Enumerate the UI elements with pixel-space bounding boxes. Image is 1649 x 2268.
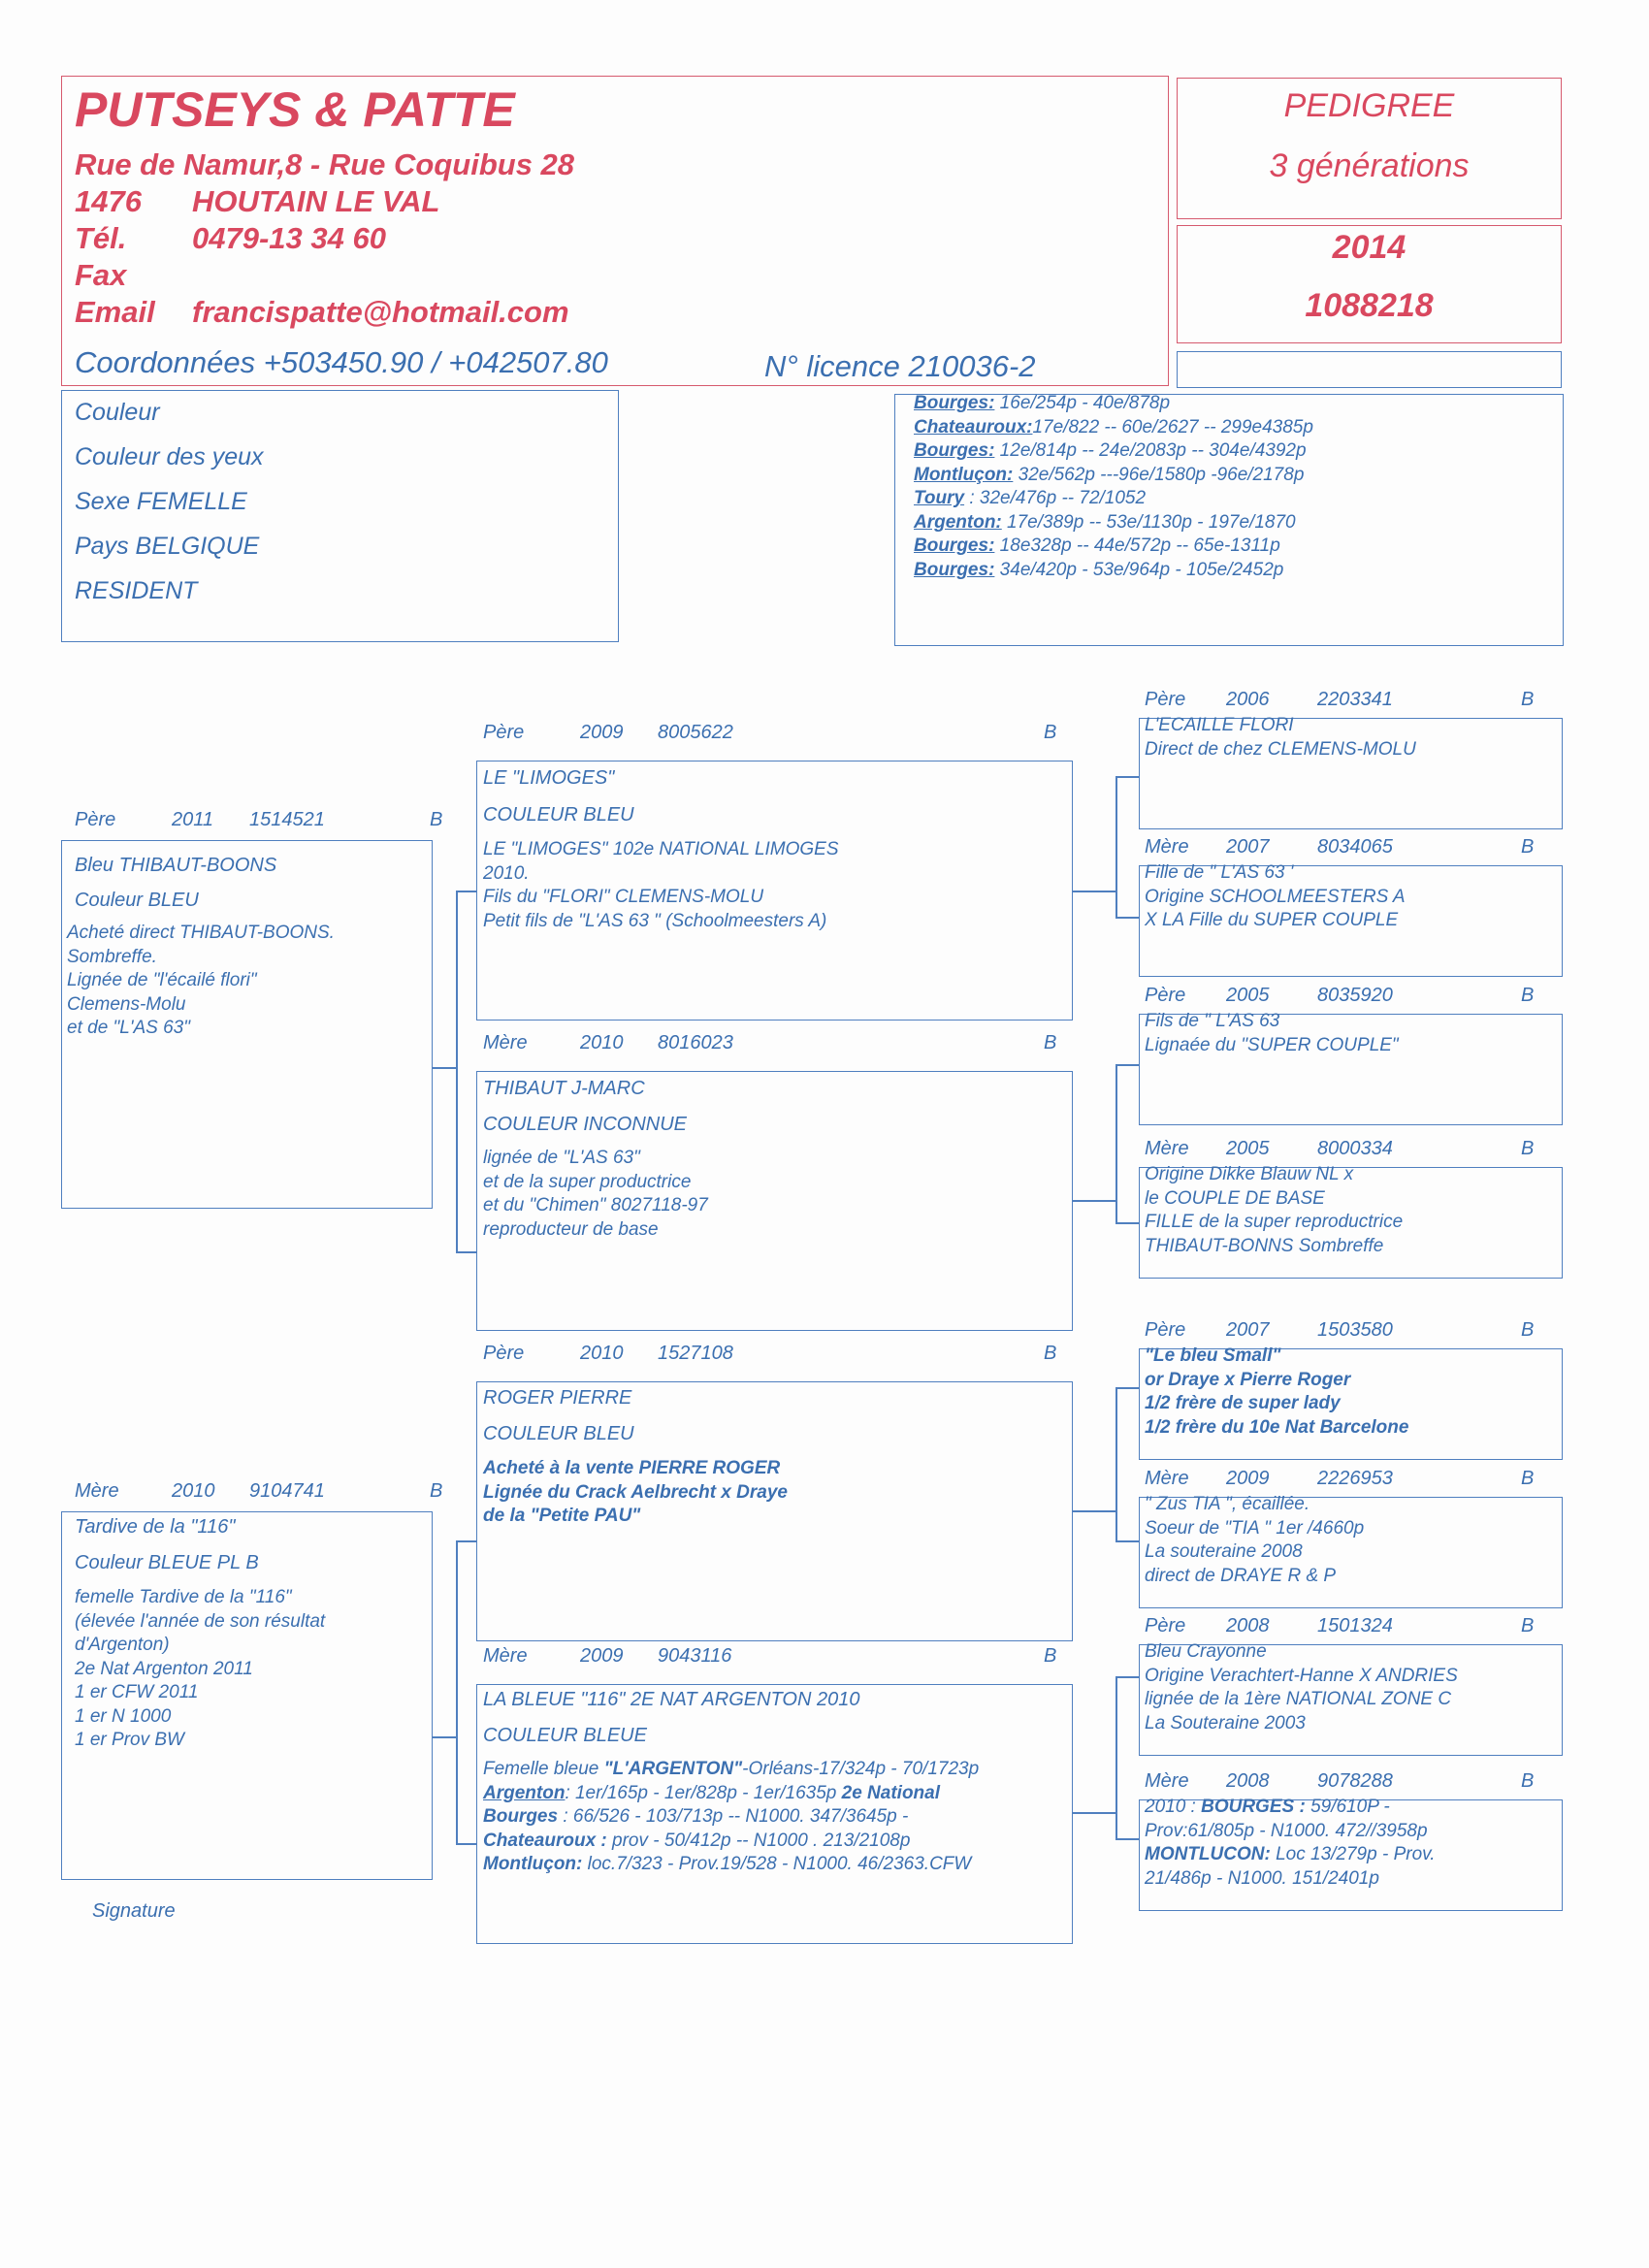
- connector-line: [1073, 1812, 1116, 1814]
- gen3-header: [1145, 1319, 1568, 1342]
- gen1-mother-name: Tardive de la "116": [75, 1516, 236, 1538]
- desc-line: et du "Chimen" 8027118-97: [483, 1195, 708, 1215]
- connector-line: [456, 1843, 476, 1845]
- desc-line: [483, 1758, 979, 1782]
- gen3-header: [1145, 985, 1568, 1007]
- ancestor-role: Mère: [1145, 1138, 1189, 1159]
- desc-line: d'Argenton): [75, 1635, 170, 1655]
- results-list: [914, 392, 1313, 582]
- parent-role: Mère: [75, 1480, 119, 1502]
- parent-year: 2010: [580, 1032, 624, 1053]
- desc-line: Clemens-Molu: [67, 993, 186, 1015]
- result-values: 32e/562p ---96e/1580p -96e/2178p: [1013, 464, 1305, 485]
- ancestor-year: 2005: [1226, 985, 1270, 1006]
- gen1-mother-header: [75, 1480, 446, 1503]
- ancestor-ring: 2226953: [1317, 1468, 1393, 1489]
- result-place: Bourges:: [914, 535, 995, 556]
- info-colour: Couleur: [75, 399, 160, 426]
- ancestor-year: 2007: [1226, 1319, 1270, 1341]
- connector-line: [433, 1736, 456, 1738]
- gen3-header: [1145, 1615, 1568, 1637]
- desc-line: Fils du "FLORI" CLEMENS-MOLU: [483, 887, 764, 907]
- desc-line: (élevée l'année de son résultat: [75, 1610, 326, 1632]
- desc-line: et de "L'AS 63": [67, 1018, 190, 1038]
- desc-line: direct de DRAYE R & P: [1145, 1565, 1337, 1586]
- text-run-bold: "L'ARGENTON": [603, 1759, 743, 1779]
- breeder-address: Rue de Namur,8 - Rue Coquibus 28: [75, 147, 575, 181]
- desc-line: [1145, 1867, 1436, 1892]
- ancestor-ring: 8000334: [1317, 1138, 1393, 1159]
- parent-b: B: [1044, 1032, 1057, 1053]
- desc-line: Fils de " L'AS 63: [1145, 1011, 1280, 1031]
- desc-line: [483, 1782, 979, 1806]
- ancestor-role: Mère: [1145, 1468, 1189, 1489]
- text-run: prov - 50/412p -- N1000 . 213/2108p: [606, 1830, 911, 1851]
- gen2-mf-name: ROGER PIERRE: [483, 1387, 632, 1409]
- parent-year: 2010: [172, 1480, 215, 1502]
- connector-line: [1073, 891, 1116, 892]
- desc-line: FILLE de la super reproductrice: [1145, 1212, 1404, 1232]
- result-place: Toury: [914, 488, 965, 508]
- parent-ring: 1514521: [249, 809, 325, 830]
- parent-year: 2009: [580, 1645, 624, 1667]
- connector-line: [1116, 1540, 1139, 1542]
- ancestor-b: B: [1521, 1319, 1535, 1341]
- desc-line: Direct de chez CLEMENS-MOLU: [1145, 738, 1416, 760]
- text-run: 21/486p - N1000. 151/2401p: [1145, 1867, 1379, 1889]
- text-run-bold: BOURGES :: [1201, 1797, 1306, 1817]
- connector-line: [1116, 1676, 1139, 1678]
- gen1-father-colour: Couleur BLEU: [75, 890, 199, 911]
- text-run: Femelle bleue: [483, 1759, 604, 1779]
- signature-label: Signature: [92, 1900, 176, 1922]
- connector-line: [1073, 1200, 1116, 1202]
- text-run: 59/610P -: [1305, 1797, 1390, 1817]
- desc-line: La Souteraine 2003: [1145, 1712, 1306, 1733]
- result-row: [914, 487, 1313, 511]
- connector-line: [1116, 1064, 1117, 1222]
- gen1-father-name: Bleu THIBAUT-BOONS: [75, 855, 277, 876]
- result-place: Argenton:: [914, 511, 1002, 533]
- ancestor-role: Père: [1145, 1319, 1186, 1341]
- gen3-header: [1145, 1138, 1568, 1160]
- parent-b: B: [430, 1480, 443, 1502]
- ancestor-ring: 9078288: [1317, 1770, 1393, 1792]
- ancestor-year: 2006: [1226, 689, 1270, 710]
- ancestor-year: 2008: [1226, 1615, 1270, 1636]
- desc-line: 1 er N 1000: [75, 1705, 172, 1727]
- connector-line: [456, 1540, 476, 1542]
- result-place: Chateauroux:: [914, 416, 1033, 437]
- text-run-bold: Montluçon:: [483, 1854, 583, 1874]
- text-run: : 1er/165p - 1er/828p - 1er/1635p: [565, 1782, 842, 1803]
- result-values: 16e/254p - 40e/878p: [994, 393, 1171, 413]
- ancestor-year: 2009: [1226, 1468, 1270, 1489]
- ancestor-year: 2007: [1226, 836, 1270, 858]
- gen1-father-desc: [67, 922, 335, 1041]
- bird-year: 2014: [1332, 229, 1406, 266]
- info-country: Pays BELGIQUE: [75, 533, 260, 560]
- text-run: Loc 13/279p - Prov.: [1270, 1844, 1436, 1864]
- parent-b: B: [1044, 722, 1057, 743]
- desc-line: [1145, 1796, 1436, 1820]
- ancestor-year: 2005: [1226, 1138, 1270, 1159]
- gen3-header: [1145, 1770, 1568, 1793]
- desc-line: de la "Petite PAU": [483, 1506, 641, 1526]
- desc-line: 2010.: [483, 862, 530, 884]
- gen2-ff-name: LE "LIMOGES": [483, 767, 615, 789]
- desc-line: 2e Nat Argenton 2011: [75, 1658, 253, 1679]
- desc-line: Lignée du Crack Aelbrecht x Draye: [483, 1481, 788, 1503]
- parent-ring: 9104741: [249, 1480, 325, 1502]
- gen2-mm-header: [483, 1645, 1065, 1668]
- desc-line: "Le bleu Small": [1145, 1345, 1281, 1366]
- result-row: [914, 392, 1313, 416]
- result-row: [914, 559, 1313, 583]
- desc-line: Fille de " L'AS 63 ': [1145, 862, 1294, 883]
- email-label: Email: [75, 295, 155, 329]
- connector-line: [1116, 1387, 1117, 1540]
- result-row: [914, 416, 1313, 440]
- desc-line: Petit fils de "L'AS 63 " (Schoolmeesters A): [483, 910, 827, 931]
- gen2-fm-desc: [483, 1147, 708, 1242]
- desc-line: X LA Fille du SUPER COUPLE: [1145, 910, 1399, 930]
- desc-line: 1 er Prov BW: [75, 1730, 184, 1750]
- result-values: 17e/389p -- 53e/1130p - 197e/1870: [1001, 511, 1296, 533]
- desc-line: Acheté à la vente PIERRE ROGER: [483, 1458, 781, 1478]
- connector-line: [456, 891, 476, 892]
- connector-line: [433, 1067, 456, 1069]
- parent-year: 2009: [580, 722, 624, 743]
- tel-label: Tél.: [75, 221, 127, 255]
- ancestor-b: B: [1521, 689, 1535, 710]
- connector-line: [1116, 1676, 1117, 1838]
- gen3-text: [1145, 1345, 1408, 1440]
- desc-line: La souteraine 2008: [1145, 1541, 1303, 1562]
- gen2-ff-colour: COULEUR BLEU: [483, 804, 634, 826]
- connector-line: [1073, 1510, 1116, 1512]
- result-place: Bourges:: [914, 559, 995, 580]
- parent-ring: 1527108: [658, 1343, 733, 1364]
- ancestor-role: Mère: [1145, 836, 1189, 858]
- desc-line: le COUPLE DE BASE: [1145, 1187, 1325, 1209]
- desc-line: reproducteur de base: [483, 1218, 659, 1240]
- desc-line: Origine Verachtert-Hanne X ANDRIES: [1145, 1665, 1458, 1686]
- ancestor-role: Mère: [1145, 1770, 1189, 1792]
- result-values: 18e328p -- 44e/572p -- 65e-1311p: [994, 535, 1280, 556]
- parent-year: 2010: [580, 1343, 624, 1364]
- result-values: 12e/814p -- 24e/2083p -- 304e/4392p: [994, 440, 1307, 461]
- desc-line: [483, 1805, 979, 1830]
- ancestor-ring: 8034065: [1317, 836, 1393, 858]
- postcode: 1476: [75, 184, 142, 218]
- desc-line: [483, 1830, 979, 1854]
- ancestor-ring: 1501324: [1317, 1615, 1393, 1636]
- text-run: Prov:61/805p - N1000. 472//3958p: [1145, 1820, 1428, 1841]
- text-run-bold: Chateauroux :: [483, 1830, 607, 1851]
- gen3-text: [1145, 1640, 1458, 1735]
- connector-line: [1116, 1387, 1139, 1389]
- desc-line: Soeur de "TIA " 1er /4660p: [1145, 1517, 1365, 1539]
- connector-line: [1116, 1838, 1139, 1840]
- ancestor-b: B: [1521, 1615, 1535, 1636]
- desc-line: L'ECAILLE FLORI: [1145, 715, 1294, 735]
- desc-line: Bleu Crayonne: [1145, 1641, 1267, 1662]
- desc-line: lignée de "L'AS 63": [483, 1148, 640, 1168]
- gen2-mf-header: [483, 1343, 1065, 1365]
- connector-line: [456, 891, 458, 1251]
- desc-line: femelle Tardive de la "116": [75, 1587, 292, 1607]
- gen3-text: [1145, 861, 1406, 933]
- connector-line: [1116, 1064, 1139, 1066]
- gen3-header: [1145, 836, 1568, 859]
- result-row: [914, 464, 1313, 488]
- info-sex: Sexe FEMELLE: [75, 488, 247, 515]
- parent-ring: 8005622: [658, 722, 733, 743]
- desc-line: Lignée de "l'écailé flori": [67, 970, 257, 990]
- desc-line: Sombreffe.: [67, 946, 157, 967]
- desc-line: [1145, 1820, 1436, 1844]
- result-place: Montluçon:: [914, 464, 1014, 485]
- desc-line: LE "LIMOGES" 102e NATIONAL LIMOGES: [483, 839, 839, 859]
- ancestor-b: B: [1521, 1468, 1535, 1489]
- connector-line: [456, 1540, 458, 1843]
- pedigree-title: PEDIGREE: [1283, 87, 1455, 124]
- text-run: : 66/526 - 103/713p -- N1000. 347/3645p -: [558, 1806, 909, 1827]
- info-eye-colour: Couleur des yeux: [75, 443, 264, 470]
- gen2-fm-colour: COULEUR INCONNUE: [483, 1114, 688, 1135]
- gen3-header: [1145, 1468, 1568, 1490]
- tel-number: 0479-13 34 60: [192, 221, 386, 255]
- text-run: 2010 :: [1145, 1797, 1202, 1817]
- result-row: [914, 511, 1313, 535]
- connector-line: [1116, 776, 1117, 917]
- parent-ring: 9043116: [658, 1645, 732, 1667]
- ancestor-ring: 8035920: [1317, 985, 1393, 1006]
- desc-line: et de la super productrice: [483, 1171, 692, 1192]
- gen1-mother-desc: [75, 1586, 325, 1753]
- pedigree-subtitle: 3 générations: [1269, 147, 1470, 184]
- desc-line: Origine SCHOOLMEESTERS A: [1145, 886, 1406, 907]
- desc-line: Origine Dikke Blauw NL x: [1145, 1164, 1354, 1184]
- parent-role: Mère: [483, 1645, 528, 1667]
- desc-line: " Zus TIA ", écaillée.: [1145, 1494, 1310, 1514]
- text-run: loc.7/323 - Prov.19/528 - N1000. 46/2363.CFW: [582, 1854, 972, 1874]
- desc-line: [483, 1853, 979, 1877]
- gen2-ff-header: [483, 722, 1065, 744]
- gen2-mf-colour: COULEUR BLEU: [483, 1423, 634, 1444]
- parent-b: B: [1044, 1645, 1057, 1667]
- licence-number: N° licence 210036-2: [764, 349, 1036, 383]
- coordinates: Coordonnées +503450.90 / +042507.80: [75, 345, 608, 379]
- city: HOUTAIN LE VAL: [192, 184, 440, 218]
- result-values: 34e/420p - 53e/964p - 105e/2452p: [994, 559, 1284, 580]
- connector-line: [1116, 776, 1139, 778]
- ancestor-b: B: [1521, 1138, 1535, 1159]
- result-values: 17e/822 -- 60e/2627 -- 299e4385p: [1032, 416, 1313, 437]
- gen3-text: [1145, 1493, 1364, 1588]
- parent-role: Père: [75, 809, 116, 830]
- empty-field: [1177, 351, 1562, 388]
- bird-ring-number: 1088218: [1305, 287, 1434, 324]
- connector-line: [1116, 1222, 1139, 1224]
- text-run-bold: 2e National: [841, 1782, 941, 1803]
- desc-line: THIBAUT-BONNS Sombreffe: [1145, 1235, 1384, 1256]
- ancestor-role: Père: [1145, 1615, 1186, 1636]
- info-resident: RESIDENT: [75, 577, 198, 604]
- email-address: francispatte@hotmail.com: [192, 295, 569, 329]
- gen2-mf-desc: [483, 1457, 788, 1529]
- result-row: [914, 535, 1313, 559]
- desc-line: or Draye x Pierre Roger: [1145, 1369, 1351, 1390]
- text-run-underlined: Argenton: [483, 1782, 566, 1803]
- gen1-mother-colour: Couleur BLEUE PL B: [75, 1552, 259, 1573]
- result-place: Bourges:: [914, 440, 995, 461]
- desc-line: lignée de la 1ère NATIONAL ZONE C: [1145, 1689, 1452, 1709]
- gen2-mm-desc: [483, 1758, 979, 1877]
- fax-label: Fax: [75, 258, 127, 292]
- result-row: [914, 439, 1313, 464]
- ancestor-ring: 1503580: [1317, 1319, 1393, 1341]
- text-run-bold: MONTLUCON:: [1145, 1844, 1271, 1864]
- connector-line: [456, 1251, 476, 1253]
- gen3-text: [1145, 714, 1416, 761]
- desc-line: Lignaée du "SUPER COUPLE": [1145, 1034, 1399, 1055]
- ancestor-b: B: [1521, 985, 1535, 1006]
- ancestor-role: Père: [1145, 689, 1186, 710]
- gen2-ff-desc: [483, 838, 839, 933]
- parent-ring: 8016023: [658, 1032, 733, 1053]
- gen3-header: [1145, 689, 1568, 711]
- ancestor-b: B: [1521, 836, 1535, 858]
- ancestor-b: B: [1521, 1770, 1535, 1792]
- gen2-mm-name: LA BLEUE "116" 2E NAT ARGENTON 2010: [483, 1689, 860, 1710]
- parent-b: B: [430, 809, 443, 830]
- breeder-name: PUTSEYS & PATTE: [75, 82, 515, 137]
- desc-line: 1 er CFW 2011: [75, 1682, 199, 1702]
- gen1-father-header: [75, 809, 446, 831]
- result-place: Bourges:: [914, 393, 995, 413]
- connector-line: [1116, 917, 1139, 919]
- ancestor-year: 2008: [1226, 1770, 1270, 1792]
- ancestor-ring: 2203341: [1317, 689, 1393, 710]
- parent-role: Père: [483, 722, 525, 743]
- text-run: -Orléans-17/324p - 70/1723p: [742, 1759, 980, 1779]
- parent-year: 2011: [172, 809, 214, 830]
- result-values: : 32e/476p -- 72/1052: [964, 488, 1147, 508]
- parent-role: Mère: [483, 1032, 528, 1053]
- desc-line: 1/2 frère de super lady: [1145, 1393, 1341, 1413]
- gen3-text: [1145, 1010, 1399, 1057]
- desc-line: [1145, 1843, 1436, 1867]
- parent-b: B: [1044, 1343, 1057, 1364]
- desc-line: 1/2 frère du 10e Nat Barcelone: [1145, 1416, 1409, 1438]
- gen3-text: [1145, 1796, 1436, 1891]
- ancestor-role: Père: [1145, 985, 1186, 1006]
- text-run-bold: Bourges: [483, 1806, 559, 1827]
- gen2-fm-header: [483, 1032, 1065, 1054]
- gen2-fm-name: THIBAUT J-MARC: [483, 1078, 645, 1099]
- gen2-mm-colour: COULEUR BLEUE: [483, 1725, 647, 1746]
- parent-role: Père: [483, 1343, 525, 1364]
- desc-line: Acheté direct THIBAUT-BOONS.: [67, 923, 335, 943]
- gen3-text: [1145, 1163, 1403, 1258]
